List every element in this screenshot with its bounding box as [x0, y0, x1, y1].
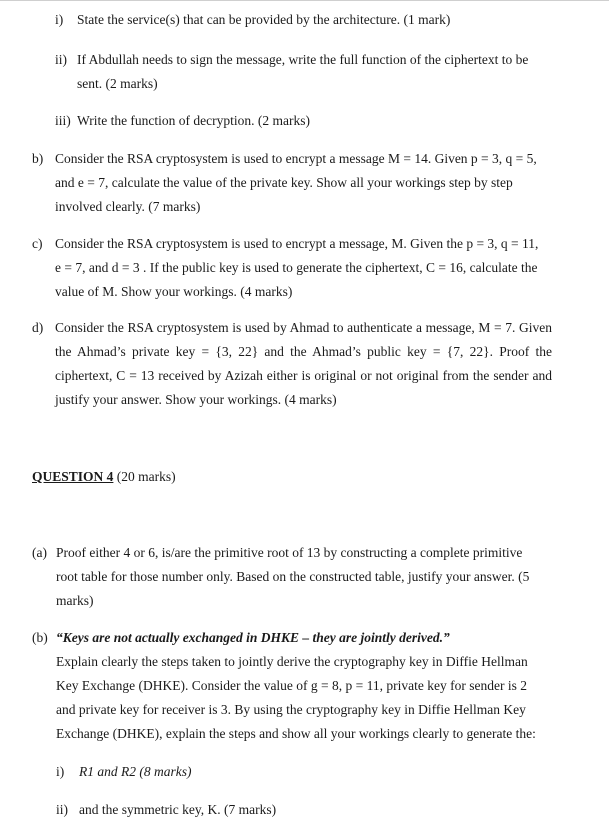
question-d [32, 316, 572, 412]
question-text-line: and e = 7, calculate the value of the private key. Show all your workings step by step [55, 175, 513, 190]
question-label: d) [32, 320, 44, 335]
item-text: State the service(s) that can be provided by the architecture. (1 mark) [77, 12, 451, 27]
item-text: and the symmetric key, K. (7 marks) [79, 802, 277, 817]
question-label: (b) [32, 630, 48, 645]
question-4-heading [32, 465, 332, 489]
question-text-line: Consider the RSA cryptosystem is used to encrypt a message, M. Given the p = 3, q = 11, [55, 236, 539, 251]
item-a-iii [55, 109, 575, 133]
item-text: R1 and R2 (8 marks) [79, 764, 192, 779]
question-c [32, 232, 572, 304]
item-label: ii) [56, 802, 68, 817]
q4-b-sub-ii [56, 798, 456, 822]
question-label: (a) [32, 545, 47, 560]
question-text-line: Explain clearly the steps taken to jointly derive the cryptography key in Diffie Hellman [56, 654, 528, 669]
item-a-ii [55, 48, 575, 96]
question-text-line: and private key for receiver is 3. By using the cryptography key in Diffie Hellman Key [56, 702, 526, 717]
q4-part-a [32, 541, 572, 613]
q4-b-sub-i [56, 760, 456, 784]
question-4-marks: (20 marks) [113, 469, 176, 484]
question-text-line: Key Exchange (DHKE). Consider the value of g = 8, p = 11, private key for sender is 2 [56, 678, 527, 693]
item-label: iii) [55, 113, 71, 128]
item-text-line: If Abdullah needs to sign the message, write the full function of the ciphertext to be [77, 52, 529, 67]
question-text-line: value of M. Show your workings. (4 marks) [55, 284, 293, 299]
question-text-line: Exchange (DHKE), explain the steps and show all your workings clearly to generate the: [56, 726, 536, 741]
question-text-line: root table for those number only. Based on the constructed table, justify your answer. (5 [56, 569, 530, 584]
item-label: i) [56, 764, 65, 779]
question-label: c) [32, 236, 43, 251]
item-text: Write the function of decryption. (2 marks) [77, 113, 311, 128]
question-text-line: ciphertext, C = 13 received by Azizah either is original or not original from the sender and [55, 368, 552, 383]
item-text-line: sent. (2 marks) [77, 76, 158, 91]
item-label: ii) [55, 52, 67, 67]
question-text-line: involved clearly. (7 marks) [55, 199, 201, 214]
q4-part-b [32, 626, 572, 751]
quote-line: “Keys are not actually exchanged in DHKE – they are jointly derived.” [56, 630, 450, 645]
question-text-line: marks) [56, 593, 94, 608]
question-text-line: e = 7, and d = 3 . If the public key is used to generate the ciphertext, C = 16, calculate the [55, 260, 538, 275]
question-b [32, 147, 572, 219]
question-text-line: Proof either 4 or 6, is/are the primitive root of 13 by constructing a complete primitive [56, 545, 523, 560]
item-a-i [55, 8, 575, 32]
question-4-title: QUESTION 4 [32, 469, 114, 484]
question-label: b) [32, 151, 44, 166]
item-label: i) [55, 12, 64, 27]
question-text-line: Consider the RSA cryptosystem is used to encrypt a message M = 14. Given p = 3, q = 5, [55, 151, 537, 166]
question-text-line: the Ahmad’s private key = {3, 22} and the Ahmad’s public key = {7, 22}. Proof the [55, 344, 552, 359]
question-text-line: Consider the RSA cryptosystem is used by Ahmad to authenticate a message, M = 7. Given [55, 320, 552, 335]
page-top-border [0, 0, 609, 1]
question-text-line: justify your answer. Show your workings. (4 marks) [55, 392, 337, 407]
